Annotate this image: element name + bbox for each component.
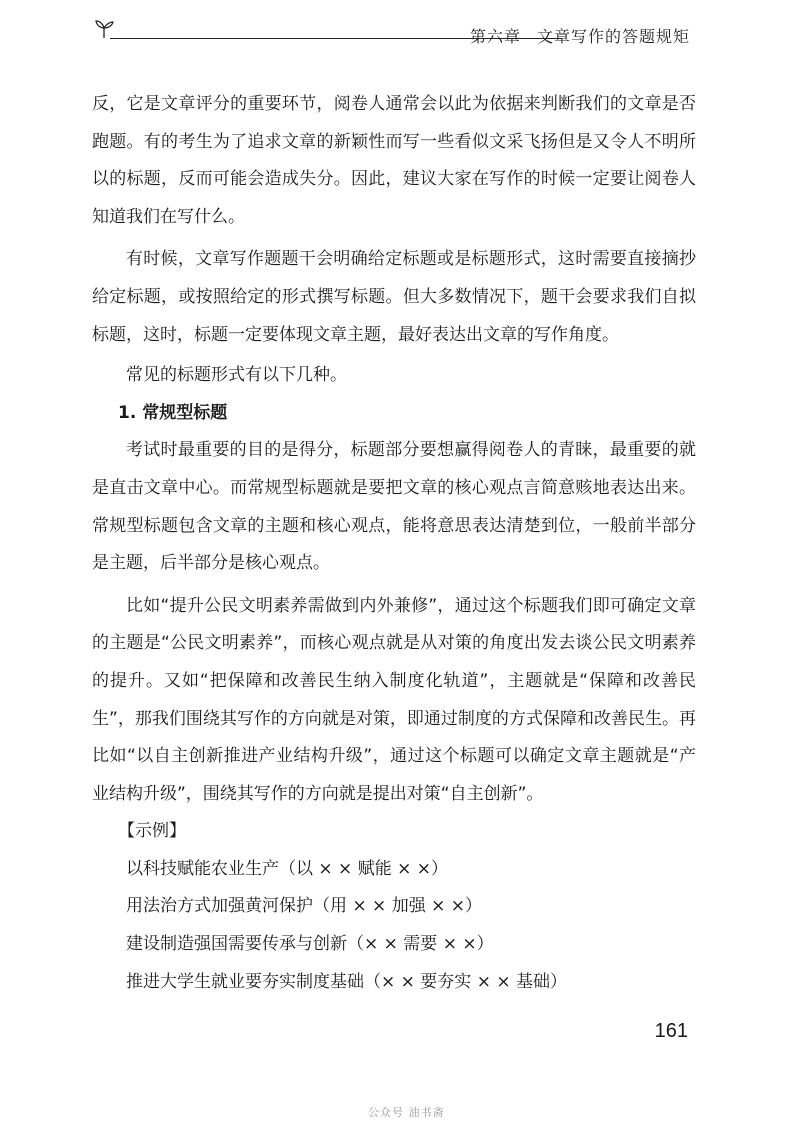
paragraph: 常见的标题形式有以下几种。 (126, 365, 347, 386)
page-number: 161 (654, 1020, 688, 1042)
sprout-icon (92, 16, 116, 40)
example-label: 【示例】 (118, 821, 186, 842)
paragraph: 比如“提升公民文明素养需做到内外兼修”，通过这个标题我们即可确定文章的主题是“公民文明素养”，而核心观点就是从对策的角度出发去谈公民文明素养的提升。又如“把保障和改善民生纳入制度化轨道”，主题就是“保障和改善民生”，那我们围绕其写作的方向就是对策，即通过制度的方式保障和改善民生。再比如“以自主创新推进产业结构升级”，通过这个标题可以确定文章主题就是“产业结构升级”，围绕其写作的方向就是提出对策“自主创新”。 (92, 595, 696, 804)
example-item: 建设制造强国需要传承与创新（× × 需要 × ×） (126, 934, 494, 955)
example-item: 推进大学生就业要夯实制度基础（× × 要夯实 × × 基础） (126, 971, 567, 992)
section-heading: 1. 常规型标题 (118, 402, 228, 423)
watermark: 公众号 油书斋 (368, 1106, 445, 1119)
paragraph: 有时候，文章写作题题干会明确给定标题或是标题形式，这时需要直接摘抄给定标题，或按照给定的形式撰写标题。但大多数情况下，题干会要求我们自拟标题，这时，标题一定要体现文章主题，最好表达出文章的写作角度。 (92, 249, 696, 345)
chapter-title: 文章写作的答题规矩 (536, 27, 690, 46)
example-item: 以科技赋能农业生产（以 × × 赋能 × ×） (126, 858, 448, 879)
body-text (92, 86, 696, 1001)
chapter-label: 第六章 (469, 27, 521, 46)
running-header (92, 14, 696, 46)
example-item: 用法治方式加强黄河保护（用 × × 加强 × ×） (126, 896, 482, 917)
header-title (470, 24, 690, 47)
paragraph-continued: 反，它是文章评分的重要环节，阅卷人通常会以此为依据来判断我们的文章是否跑题。有的考生为了追求文章的新颖性而写一些看似文采飞扬但是又令人不明所以的标题，反而可能会造成失分。因此，建议大家在写作的时候一定要让阅卷人知道我们在写什么。 (92, 94, 696, 227)
paragraph: 考试时最重要的目的是得分，标题部分要想赢得阅卷人的青睐，最重要的就是直击文章中心。而常规型标题就是要把文章的核心观点言简意赅地表达出来。常规型标题包含文章的主题和核心观点，能将意思表达清楚到位，一般前半部分是主题，后半部分是核心观点。 (92, 440, 696, 574)
